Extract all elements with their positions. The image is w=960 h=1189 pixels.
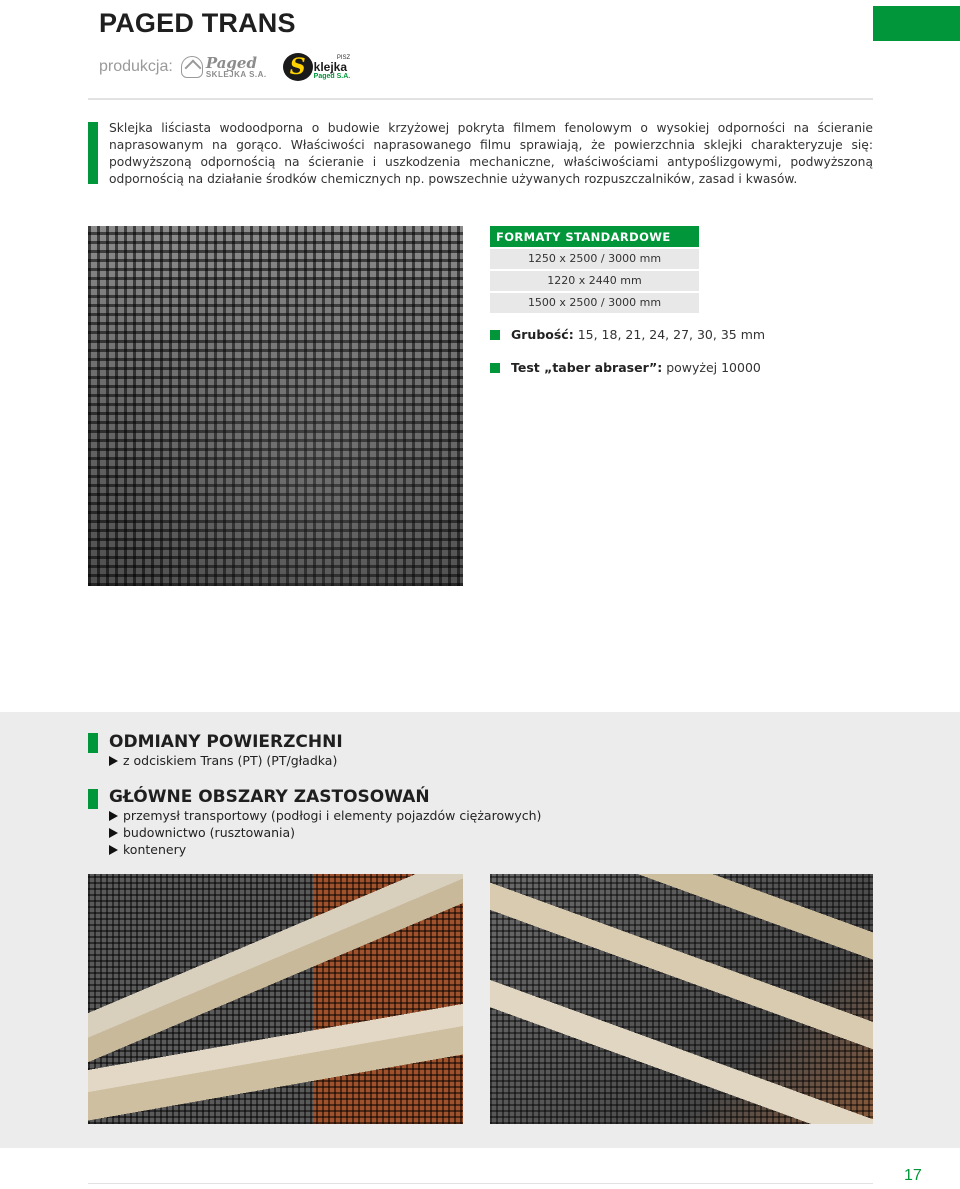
sklejka-pisz-logo [283, 52, 351, 82]
corner-tab [873, 6, 960, 41]
formats-table [490, 226, 699, 313]
plywood-stack-photo-right [490, 874, 873, 1124]
square-bullet-icon [490, 330, 500, 340]
arrow-right-icon [109, 845, 118, 855]
paged-emblem-icon [181, 56, 203, 78]
formats-row: 1500 x 2500 / 3000 mm [490, 293, 699, 313]
intro-paragraph: Sklejka liściasta wodoodporna o budowie krzyżowej pokryta filmem fenolowym o wysokiej odporności na ścieranie naprasowanym na gorąco. Właściwości naprasowanego filmu sprawiają, że powierzchnia sklejki charakteryzuje się: podwyższoną odpornością na ścieranie i uszkodzenia mechaniczne, właściwościami antypoślizgowymi, podwyższoną odpornością na działanie środków chemicznych np. powszechnie używanych rozpuszczalników, zasad i kwasów. [109, 121, 873, 186]
spec-value: 15, 18, 21, 24, 27, 30, 35 mm [577, 327, 766, 342]
section-accent-bar [88, 789, 98, 809]
surface-variants-list [109, 752, 337, 769]
production-row [99, 52, 350, 82]
section-accent-bar [88, 733, 98, 753]
paged-logo [181, 53, 267, 79]
plywood-surface-photo [88, 226, 463, 586]
production-label: produkcja: [99, 58, 173, 75]
paged-logo-main: Paged [205, 53, 257, 72]
list-item: przemysł transportowy (podłogi i elementy pojazdów ciężarowych) [109, 807, 541, 824]
arrow-right-icon [109, 756, 118, 766]
section-title-applications: GŁÓWNE OBSZARY ZASTOSOWAŃ [109, 787, 430, 807]
list-item: kontenery [109, 841, 541, 858]
spec-label: Grubość: [511, 327, 574, 342]
section-title-surface: ODMIANY POWIERZCHNI [109, 732, 343, 752]
spec-value: powyżej 10000 [666, 360, 761, 375]
formats-row: 1250 x 2500 / 3000 mm [490, 249, 699, 269]
page-title: PAGED TRANS [99, 8, 296, 38]
arrow-right-icon [109, 811, 118, 821]
sklejka-logo-main: klejka [313, 59, 348, 74]
sklejka-s-icon: S [283, 53, 313, 81]
header-divider [88, 98, 873, 100]
formats-table-header: FORMATY STANDARDOWE [490, 226, 699, 247]
page-number: 17 [904, 1167, 922, 1184]
list-item: z odciskiem Trans (PT) (PT/gładka) [109, 752, 337, 769]
list-item: budownictwo (rusztowania) [109, 824, 541, 841]
arrow-right-icon [109, 828, 118, 838]
spec-label: Test „taber abraser”: [511, 360, 663, 375]
sklejka-logo-sub: Paged S.A. [313, 72, 351, 80]
spec-thickness [490, 327, 765, 342]
applications-list [109, 807, 541, 858]
spec-taber-test [490, 360, 761, 375]
square-bullet-icon [490, 363, 500, 373]
footer-divider [88, 1183, 873, 1184]
formats-row: 1220 x 2440 mm [490, 271, 699, 291]
sklejka-logo-pisz: PISZ [336, 54, 351, 61]
paged-logo-sub: SKLEJKA S.A. [205, 69, 267, 79]
intro-accent-bar [88, 122, 98, 184]
plywood-stack-photo-left [88, 874, 463, 1124]
